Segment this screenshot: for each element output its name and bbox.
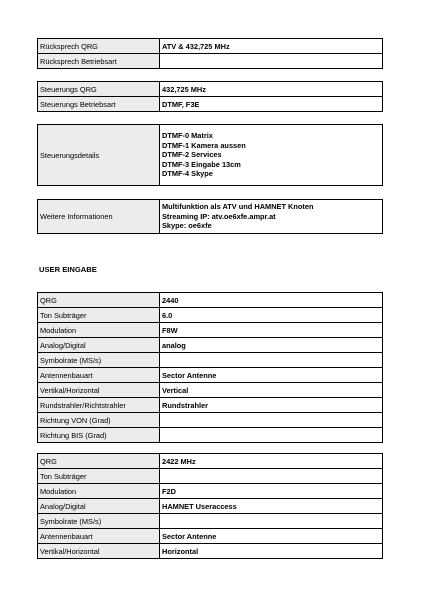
row-value: DTMF, F3E (160, 97, 383, 112)
user-eingabe-table-2 (37, 453, 383, 559)
row-label: Modulation (38, 484, 160, 499)
table-row (38, 97, 383, 112)
info-line: Skype: oe6xfe (162, 221, 212, 231)
table-row (38, 82, 383, 97)
steuerungsdetails-table (37, 124, 383, 186)
row-label: Modulation (38, 323, 160, 338)
table-row (38, 353, 383, 368)
row-value: 432,725 MHz (160, 82, 383, 97)
detail-line: DTMF-1 Kamera aussen (162, 140, 246, 150)
row-value: 2440 (160, 293, 383, 308)
table-row (38, 383, 383, 398)
table-row (38, 484, 383, 499)
row-value: 6.0 (160, 308, 383, 323)
weitere-informationen-table (37, 199, 383, 234)
table-row (38, 428, 383, 443)
row-label: Ton Subträger (38, 308, 160, 323)
info-line: Streaming IP: atv.oe6xfe.ampr.at (162, 211, 276, 221)
row-value (160, 200, 383, 234)
row-label: Weitere Informationen (38, 200, 160, 234)
table-row (38, 39, 383, 54)
table-row (38, 338, 383, 353)
row-label: Richtung BIS (Grad) (38, 428, 160, 443)
detail-line: DTMF-2 Services (162, 150, 222, 160)
row-value (160, 514, 383, 529)
table-row (38, 499, 383, 514)
user-eingabe-table-1 (37, 292, 383, 443)
table-row (38, 469, 383, 484)
detail-line: DTMF-0 Matrix (162, 131, 213, 141)
row-value: Horizontal (160, 544, 383, 559)
row-value: Vertical (160, 383, 383, 398)
row-value: 2422 MHz (160, 454, 383, 469)
row-value (160, 353, 383, 368)
row-label: Vertikal/Horizontal (38, 544, 160, 559)
row-label: Rundstrahler/Richtstrahler (38, 398, 160, 413)
detail-line: DTMF-3 Eingabe 13cm (162, 159, 241, 169)
row-label: Steuerungs Betriebsart (38, 97, 160, 112)
table-row (38, 54, 383, 69)
row-label: Steuerungs QRG (38, 82, 160, 97)
row-value: Sector Antenne (160, 368, 383, 383)
row-label: Symbolrate (MS/s) (38, 353, 160, 368)
table-row (38, 368, 383, 383)
row-value: F2D (160, 484, 383, 499)
row-label: QRG (38, 454, 160, 469)
row-label: Symbolrate (MS/s) (38, 514, 160, 529)
table-row (38, 398, 383, 413)
table-row (38, 544, 383, 559)
row-value: HAMNET Useraccess (160, 499, 383, 514)
row-label: Analog/Digital (38, 338, 160, 353)
row-value: analog (160, 338, 383, 353)
table-row (38, 413, 383, 428)
table-row (38, 454, 383, 469)
table-row (38, 125, 383, 186)
section-heading: USER EINGABE (39, 265, 97, 274)
row-label: Analog/Digital (38, 499, 160, 514)
info-line: Multifunktion als ATV und HAMNET Knoten (162, 202, 314, 212)
row-label: Steuerungsdetails (38, 125, 160, 186)
row-label: Rücksprech QRG (38, 39, 160, 54)
table-row (38, 200, 383, 234)
row-label: Antennenbauart (38, 529, 160, 544)
detail-line: DTMF-4 Skype (162, 169, 213, 179)
row-value: ATV & 432,725 MHz (160, 39, 383, 54)
table-row (38, 308, 383, 323)
row-label: Rücksprech Betriebsart (38, 54, 160, 69)
row-value: Rundstrahler (160, 398, 383, 413)
table-row (38, 514, 383, 529)
ruecksprech-table (37, 38, 383, 69)
row-value (160, 469, 383, 484)
row-label: Antennenbauart (38, 368, 160, 383)
row-label: Vertikal/Horizontal (38, 383, 160, 398)
table-row (38, 529, 383, 544)
table-row (38, 293, 383, 308)
row-label: Ton Subträger (38, 469, 160, 484)
row-value (160, 428, 383, 443)
row-value: Sector Antenne (160, 529, 383, 544)
steuerung-table (37, 81, 383, 112)
row-value (160, 413, 383, 428)
row-label: Richtung VON (Grad) (38, 413, 160, 428)
table-row (38, 323, 383, 338)
row-value (160, 125, 383, 186)
row-label: QRG (38, 293, 160, 308)
row-value: F8W (160, 323, 383, 338)
row-value (160, 54, 383, 69)
